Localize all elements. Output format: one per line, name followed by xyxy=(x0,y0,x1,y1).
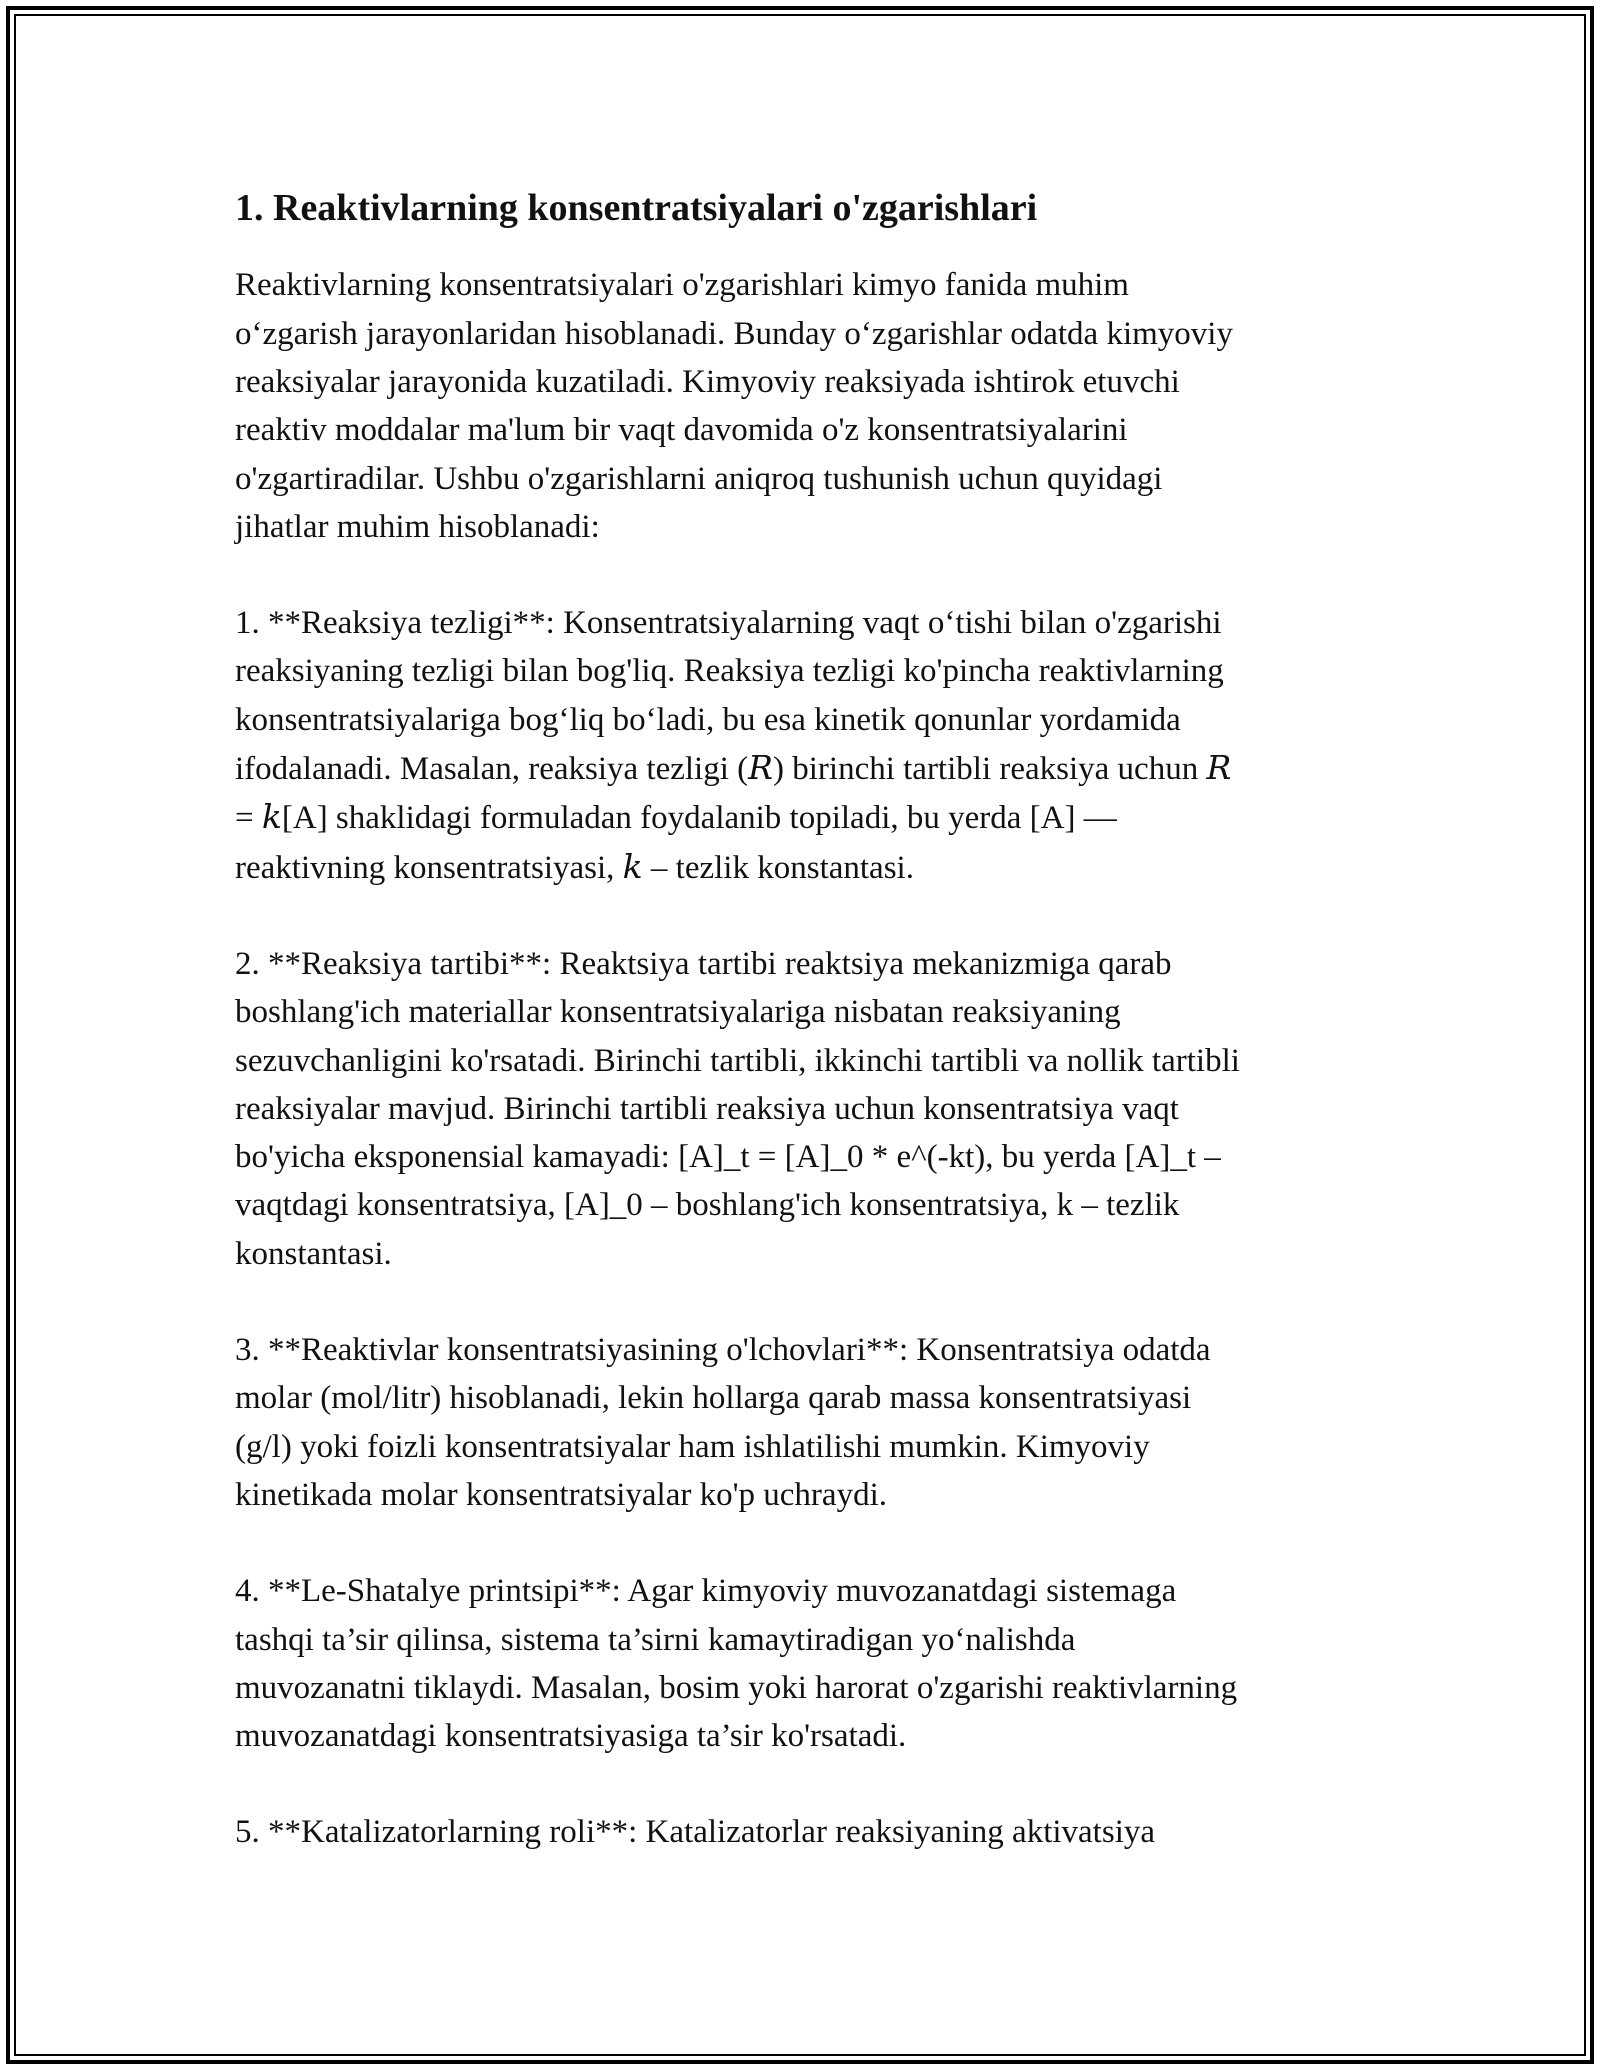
intro-paragraph: Reaktivlarning konsentratsiyalari o'zgarishlari kimyo fanida muhim o‘zgarish jarayonlaridan hisoblanadi. Bunday o‘zgarishlar odatda kimyoviy reaksiyalar jarayonida kuzatiladi. Kimyoviy reaksiyada ishtirok etuvchi reaktiv moddalar ma'lum bir vaqt davomida o'z konsentratsiyalarini o'zgartiradilar. Ushbu o'zgarishlarni aniqroq tushunish uchun quyidagi jihatlar muhim hisoblanadi: xyxy=(235,267,1233,545)
item1-text-5: – tezlik konstantasi. xyxy=(642,849,914,886)
section-heading: 1. Reaktivlarning konsentratsiyalari o'zgarishlari xyxy=(235,187,1038,229)
list-item-le-chatelier: 4. **Le-Shatalye printsipi**: Agar kimyoviy muvozanatdagi sistemaga tashqi ta’sir qilinsa, sistema ta’sirni kamaytiradigan yo‘nalishda muvozanatni tiklaydi. Masalan, bosim yoki harorat o'zgarishi reaktivlarning muvozanatdagi konsentratsiyasiga ta’sir ko'rsatadi. xyxy=(235,1573,1238,1755)
list-item-reaction-order: 2. **Reaksiya tartibi**: Reaktsiya tartibi reaktsiya mekanizmiga qarab boshlang'ich materiallar konsentratsiyalariga nisbatan reaksiyaning sezuvchanligini ko'rsatadi. Birinchi tartibli, ikkinchi tartibli va nollik tartibli reaksiyalar mavjud. Birinchi tartibli reaksiya uchun konsentratsiya vaqt bo'yicha eksponensial kamayadi: [A]_t = [A]_0 * e^(-kt), bu yerda [A]_t – vaqtdagi konsentratsiya, [A]_0 – boshlang'ich konsentratsiya, k – tezlik konstantasi. xyxy=(235,945,1240,1272)
item1-text-4: [A] shaklidagi formuladan foydalanib topiladi, bu yerda [A] — reaktivning konsentratsiyasi, xyxy=(235,800,1117,886)
math-symbol-constant: k xyxy=(261,797,282,837)
list-item-catalysts: 5. **Katalizatorlarning roli**: Katalizatorlar reaksiyaning aktivatsiya xyxy=(235,1814,1156,1851)
item1-text-2: ) birinchi tartibli reaksiya uchun xyxy=(773,751,1207,788)
list-item-concentration-units: 3. **Reaktivlar konsentratsiyasining o'lchovlari**: Konsentratsiya odatda molar (mol/litr) hisoblanadi, lekin hollarga qarab massa konsentratsiyasi (g/l) yoki foizli konsentratsiyalar ham ishlatilishi mumkin. Kimyoviy kinetikada molar konsentratsiyalar ko'p uchraydi. xyxy=(235,1332,1211,1513)
item1-text-3: = xyxy=(235,800,254,837)
document-body xyxy=(235,184,1375,1905)
math-symbol-rate: R xyxy=(748,748,773,788)
item1-text-1: 1. **Reaksiya tezligi**: Konsentratsiyalarning vaqt o‘tishi bilan o'zgarishi reaksiyaning tezligi bilan bog'liq. Reaksiya tezligi ko'pincha reaktivlarning konsentratsiyalariga bog‘liq bo‘ladi, bu esa kinetik qonunlar yordamida ifodalanadi. Masalan, reaksiya tezligi ( xyxy=(235,605,1224,788)
list-item-reaction-rate xyxy=(235,599,1375,892)
math-symbol-rate-2: R xyxy=(1206,748,1232,788)
math-symbol-constant-2: k xyxy=(622,846,643,886)
